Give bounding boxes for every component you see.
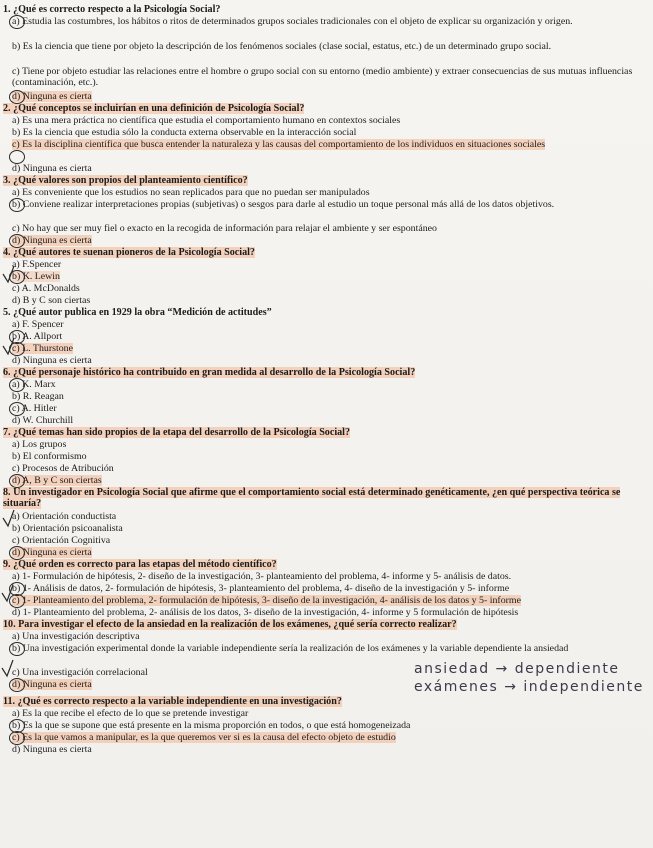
question-5: 5. ¿Qué autor publica en 1929 la obra “Medición de actitudes” bbox=[3, 307, 272, 318]
option-3d: d) Ninguna es cierta bbox=[12, 235, 92, 246]
question-4: 4. ¿Qué autores te suenan pioneros de la Psicología Social? bbox=[3, 247, 255, 258]
option-11d: d) Ninguna es cierta bbox=[12, 744, 92, 755]
option-8b: b) Orientación psicoanalista bbox=[12, 523, 123, 534]
option-5b: b) A. Allport bbox=[12, 331, 63, 342]
option-6b: b) R. Reagan bbox=[12, 391, 64, 402]
question-10: 10. Para investigar el efecto de la ansiedad en la realización de los exámenes, ¿qué sería correcto realizar? bbox=[3, 619, 457, 630]
answer-circle bbox=[9, 474, 25, 488]
option-10a: a) Una investigación descriptiva bbox=[12, 631, 140, 642]
option-10d: d) Ninguna es cierta bbox=[12, 679, 92, 690]
answer-circle bbox=[9, 594, 25, 608]
option-8d: d) Ninguna es cierta bbox=[12, 547, 92, 558]
option-7d: d) A, B y C son ciertas bbox=[12, 475, 102, 486]
option-7c: c) Procesos de Atribución bbox=[12, 463, 114, 474]
option-3a: a) Es conveniente que los estudios no sean replicados para que no puedan ser manipulados bbox=[12, 187, 370, 198]
option-11b: b) Es la que se supone que está presente en la misma proporción en todos, o que está homogeneizada bbox=[12, 720, 411, 731]
question-1: 1. ¿Qué es correcto respecto a la Psicología Social? bbox=[3, 4, 221, 15]
option-7a: a) Los grupos bbox=[12, 439, 67, 450]
handwritten-note-line-2: exámenes → independiente bbox=[414, 679, 644, 695]
question-8: 8. Un investigador en Psicología Social que afirme que el comportamiento social está determinado genéticamente, ¿en qué perspectiva teórica se situaría? bbox=[3, 487, 621, 509]
answer-circle bbox=[9, 198, 25, 212]
option-2a: a) Es una mera práctica no científica que estudia el comportamiento humano en contextos sociales bbox=[12, 115, 401, 126]
option-11a: a) Es la que recibe el efecto de lo que se pretende investigar bbox=[12, 708, 249, 719]
answer-circle bbox=[9, 150, 25, 164]
option-4a: a) F.Spencer bbox=[12, 259, 62, 270]
option-3c: c) No hay que ser muy fiel o exacto en la recogida de información para relajar el ambiente y ser espontáneo bbox=[12, 223, 437, 234]
answer-circle bbox=[9, 402, 25, 416]
question-7: 7. ¿Qué temas han sido propios de la etapa del desarrollo de la Psicología Social? bbox=[3, 427, 351, 438]
option-1a: a) Estudia las costumbres, los hábitos o ritos de determinados grupos sociales tradicionales con el objeto de explicar su organización y origen. bbox=[12, 16, 573, 27]
answer-circle bbox=[9, 15, 25, 29]
handwritten-note-line-1: ansiedad → dependiente bbox=[414, 661, 620, 677]
option-4c: c) A. McDonalds bbox=[12, 283, 80, 294]
option-9d: d) 1- Planteamiento del problema, 2- análisis de los datos, 3- diseño de la investigación, 4- informe y 5 formulación de hipótesis bbox=[12, 607, 519, 618]
option-9c: c) 1- Planteamiento del problema, 2- formulación de hipótesis, 3- diseño de la investigación, 4- análisis de los datos y 5- informe bbox=[12, 595, 521, 606]
option-2d: d) Ninguna es cierta bbox=[12, 163, 92, 174]
answer-circle bbox=[9, 642, 25, 656]
answer-circle bbox=[9, 270, 25, 284]
question-11: 11. ¿Qué es correcto respecto a la variable independiente en una investigación? bbox=[3, 696, 342, 707]
answer-circle bbox=[9, 378, 25, 392]
answer-circle bbox=[9, 546, 25, 560]
option-8a: a) Orientación conductista bbox=[12, 511, 117, 522]
option-6a: a) K. Marx bbox=[12, 379, 56, 390]
answer-circle bbox=[9, 234, 25, 248]
option-5a: a) F. Spencer bbox=[12, 319, 64, 330]
option-2c: c) Es la disciplina científica que busca entender la naturaleza y las causas del comportamiento de los individuos en situaciones sociales bbox=[12, 139, 546, 150]
option-3b: b) Conviene realizar interpretaciones propias (subjetivas) o sesgos para darle al estudio un toque personal más allá de los datos objetivos. bbox=[12, 199, 555, 210]
answer-circle bbox=[9, 678, 25, 692]
question-3: 3. ¿Qué valores son propios del planteamiento científico? bbox=[3, 175, 248, 186]
option-11c: c) Es la que vamos a manipular, es la que queremos ver si es la causa del efecto objeto de estudio bbox=[12, 732, 396, 743]
option-6c: c) A. Hitler bbox=[12, 403, 57, 414]
question-6: 6. ¿Qué personaje histórico ha contribuido en gran medida al desarrollo de la Psicología Social? bbox=[3, 367, 416, 378]
option-5c: c) L. Thurstone bbox=[12, 343, 73, 354]
option-1d: d) Ninguna es cierta bbox=[12, 91, 92, 102]
option-10c: c) Una investigación correlacional bbox=[12, 667, 148, 678]
question-2: 2. ¿Qué conceptos se incluirían en una definición de Psicología Social? bbox=[3, 103, 305, 114]
option-4d: d) B y C son ciertas bbox=[12, 295, 91, 306]
option-1c: c) Tiene por objeto estudiar las relaciones entre el hombre o grupo social con su entorno (medio ambiente) y extraer consecuencias de sus mutuas influencias (contaminación, etc.). bbox=[12, 66, 633, 88]
option-9b: b) 1- Análisis de datos, 2- formulación de hipótesis, 3- planteamiento del problema, 4- diseño de la investigación y 5- informe bbox=[12, 583, 510, 594]
question-9: 9. ¿Qué orden es correcto para las etapas del método científico? bbox=[3, 559, 277, 570]
option-6d: d) W. Churchill bbox=[12, 415, 74, 426]
option-1b: b) Es la ciencia que tiene por objeto la descripción de los fenómenos sociales (clase social, estatus, etc.) de un determinado grupo social. bbox=[12, 41, 552, 52]
option-4b: b) K. Lewin bbox=[12, 271, 60, 282]
option-8c: c) Orientación Cognitiva bbox=[12, 535, 111, 546]
answer-circle bbox=[9, 731, 25, 745]
option-10b: b) Una investigación experimental donde la variable independiente sería la realización de los exámenes y la variable dependiente la ansiedad bbox=[12, 643, 569, 654]
option-5d: d) Ninguna es cierta bbox=[12, 355, 92, 366]
option-2b: b) Es la ciencia que estudia sólo la conducta externa observable en la interacción social bbox=[12, 127, 357, 138]
answer-circle bbox=[9, 342, 25, 356]
option-7b: b) El conformismo bbox=[12, 451, 87, 462]
option-9a: a) 1- Formulación de hipótesis, 2- diseño de la investigación, 3- planteamiento del problema, 4- informe y 5- análisis de datos. bbox=[12, 571, 512, 582]
answer-circle bbox=[9, 90, 25, 104]
